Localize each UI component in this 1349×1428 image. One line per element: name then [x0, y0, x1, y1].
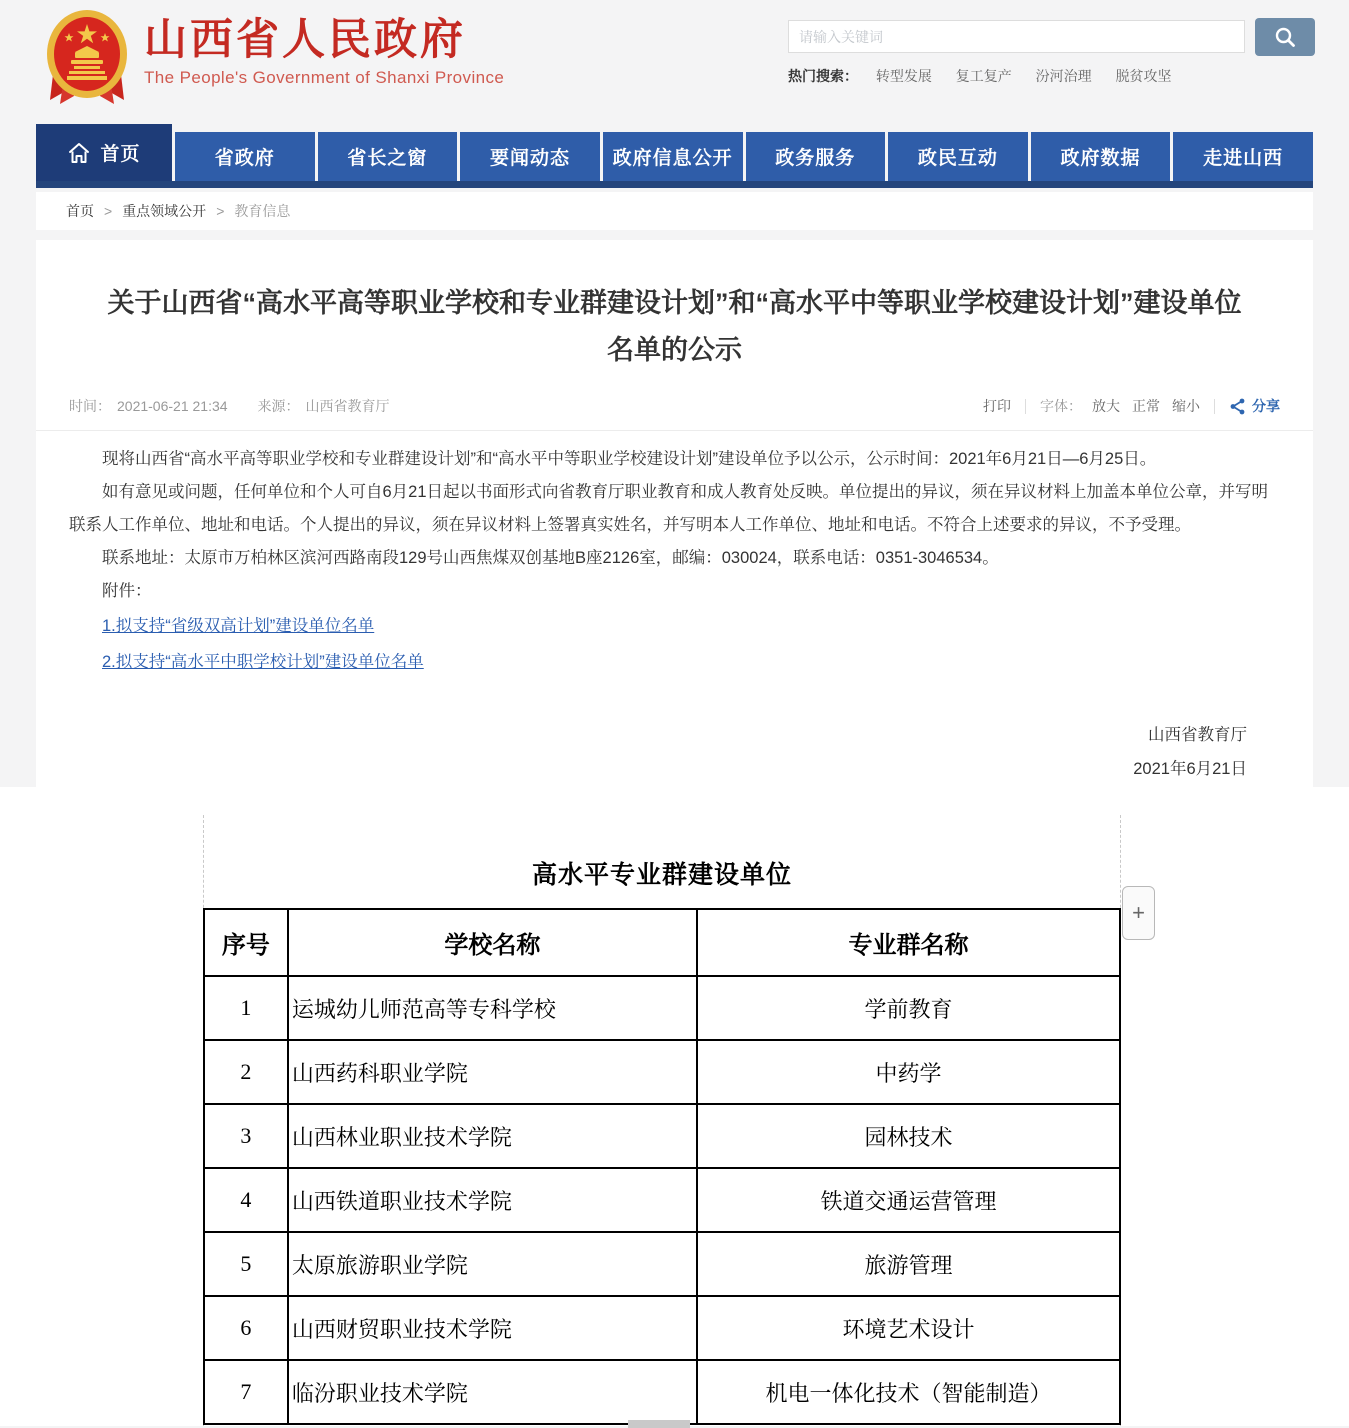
tools-divider: [1025, 399, 1026, 414]
font-normal-button[interactable]: 正常: [1132, 398, 1160, 414]
attachment-link-1[interactable]: 1.拟支持“省级双高计划”建设单位名单: [102, 617, 375, 635]
horizontal-scrollbar-thumb[interactable]: [628, 1420, 690, 1428]
table-title: 高水平专业群建设单位: [531, 862, 792, 889]
article-paragraph: 如有意见或问题，任何单位和个人可自6月21日起以书面形式向省教育厅职业教育和成人教育处反映。单位提出的异议，须在异议材料上加盖本单位公章，并写明联系人工作单位、地址和电话。个人提出的异议，须在异议材料上签署真实姓名，并写明本人工作单位、地址和电话。不符合上述要求的异议，不予受理。: [69, 483, 1269, 534]
site-header: [0, 0, 1349, 128]
search-icon: [1274, 26, 1296, 48]
table-row: 6 山西财贸职业技术学院 环境艺术设计: [204, 1296, 1120, 1360]
nav-item-public-interaction[interactable]: 政民互动: [888, 132, 1028, 181]
breadcrumb-home[interactable]: 首页: [66, 203, 94, 219]
article-tools: [983, 396, 1280, 416]
publish-source: 山西省教育厅: [305, 398, 390, 414]
hot-search-link[interactable]: 汾河治理: [1035, 68, 1092, 84]
nav-item-govt-services[interactable]: 政务服务: [746, 132, 886, 181]
table-row: 7 临汾职业技术学院 机电一体化技术（智能制造）: [204, 1360, 1120, 1424]
table-row: 1 运城幼儿师范高等专科学校 学前教育: [204, 976, 1120, 1040]
article-meta: [69, 396, 396, 416]
zoom-in-button[interactable]: +: [1122, 886, 1155, 940]
article-paragraph: 现将山西省“高水平高等职业学校和专业群建设计划”和“高水平中等职业学校建设计划”建设单位予以公示，公示时间：2021年6月21日—6月25日。: [102, 450, 1157, 468]
table-row: 4 山西铁道职业技术学院 铁道交通运营管理: [204, 1168, 1120, 1232]
breadcrumb-key-areas[interactable]: 重点领域公开: [122, 203, 207, 219]
article-signature: [69, 718, 1280, 786]
hot-search-link[interactable]: 复工复产: [955, 68, 1012, 84]
signature-date: 2021年6月21日: [1133, 760, 1247, 778]
nav-item-govt-data[interactable]: 政府数据: [1031, 132, 1171, 181]
breadcrumb-separator: >: [216, 203, 225, 219]
article-paragraph: 联系地址：太原市万柏林区滨河西路南段129号山西焦煤双创基地B座2126室，邮编：030024，联系电话：0351-3046534。: [102, 549, 999, 567]
nav-item-into-shanxi[interactable]: 走进山西: [1173, 132, 1313, 181]
home-icon: [67, 142, 91, 164]
nav-bottom-strip: [36, 181, 1313, 188]
nav-item-info-disclosure[interactable]: 政府信息公开: [603, 132, 743, 181]
source-label: 来源：: [257, 398, 300, 414]
signature-org: 山西省教育厅: [1148, 726, 1247, 744]
site-subtitle: The People's Government of Shanxi Province: [144, 68, 505, 87]
time-label: 时间：: [69, 398, 111, 414]
nav-item-home[interactable]: [36, 124, 172, 181]
hot-search-label: 热门搜索：: [788, 68, 858, 84]
nav-item-news[interactable]: 要闻动态: [460, 132, 600, 181]
publish-time: 2021-06-21 21:34: [117, 398, 228, 414]
nav-item-provincial-govt[interactable]: 省政府: [175, 132, 315, 181]
breadcrumb-separator: >: [104, 203, 113, 219]
attachments-label: 附件：: [102, 582, 152, 600]
table-row: 5 太原旅游职业学院 旅游管理: [204, 1232, 1120, 1296]
font-size-label: 字体：: [1040, 398, 1082, 414]
tools-divider: [1214, 399, 1215, 414]
breadcrumb: [36, 192, 1313, 230]
article-meta-row: [36, 396, 1313, 431]
col-header-number: 序号: [204, 909, 288, 976]
hot-search-link[interactable]: 脱贫攻坚: [1115, 68, 1172, 84]
breadcrumb-current: 教育信息: [234, 203, 291, 219]
table-header-row: [204, 909, 1120, 976]
font-smaller-button[interactable]: 缩小: [1172, 398, 1200, 414]
share-button[interactable]: [1229, 396, 1280, 416]
attachment-link-2[interactable]: 2.拟支持“高水平中职学校计划”建设单位名单: [102, 653, 424, 671]
article-title: 关于山西省“高水平高等职业学校和专业群建设计划”和“高水平中等职业学校建设计划”建设单位名单的公示: [107, 288, 1242, 365]
nav-item-governor-window[interactable]: 省长之窗: [318, 132, 458, 181]
hot-search-link[interactable]: 转型发展: [875, 68, 932, 84]
main-nav: [36, 128, 1313, 188]
article-panel: [36, 240, 1313, 787]
national-emblem-icon: [44, 8, 130, 104]
share-icon: [1229, 398, 1246, 415]
search-button[interactable]: [1255, 18, 1315, 56]
table-row: 2 山西药科职业学院 中药学: [204, 1040, 1120, 1104]
print-button[interactable]: 打印: [983, 398, 1011, 414]
specialty-group-table: [203, 908, 1121, 1425]
col-header-school: 学校名称: [288, 909, 697, 976]
col-header-group: 专业群名称: [697, 909, 1120, 976]
site-logo[interactable]: [44, 8, 504, 104]
site-title: 山西省人民政府: [144, 16, 466, 64]
nav-item-label: 首页: [100, 144, 141, 165]
search-input[interactable]: [788, 20, 1245, 53]
share-label: 分享: [1252, 398, 1280, 414]
article-body: [36, 431, 1313, 786]
font-larger-button[interactable]: 放大: [1092, 398, 1120, 414]
table-row: 3 山西林业职业技术学院 园林技术: [204, 1104, 1120, 1168]
